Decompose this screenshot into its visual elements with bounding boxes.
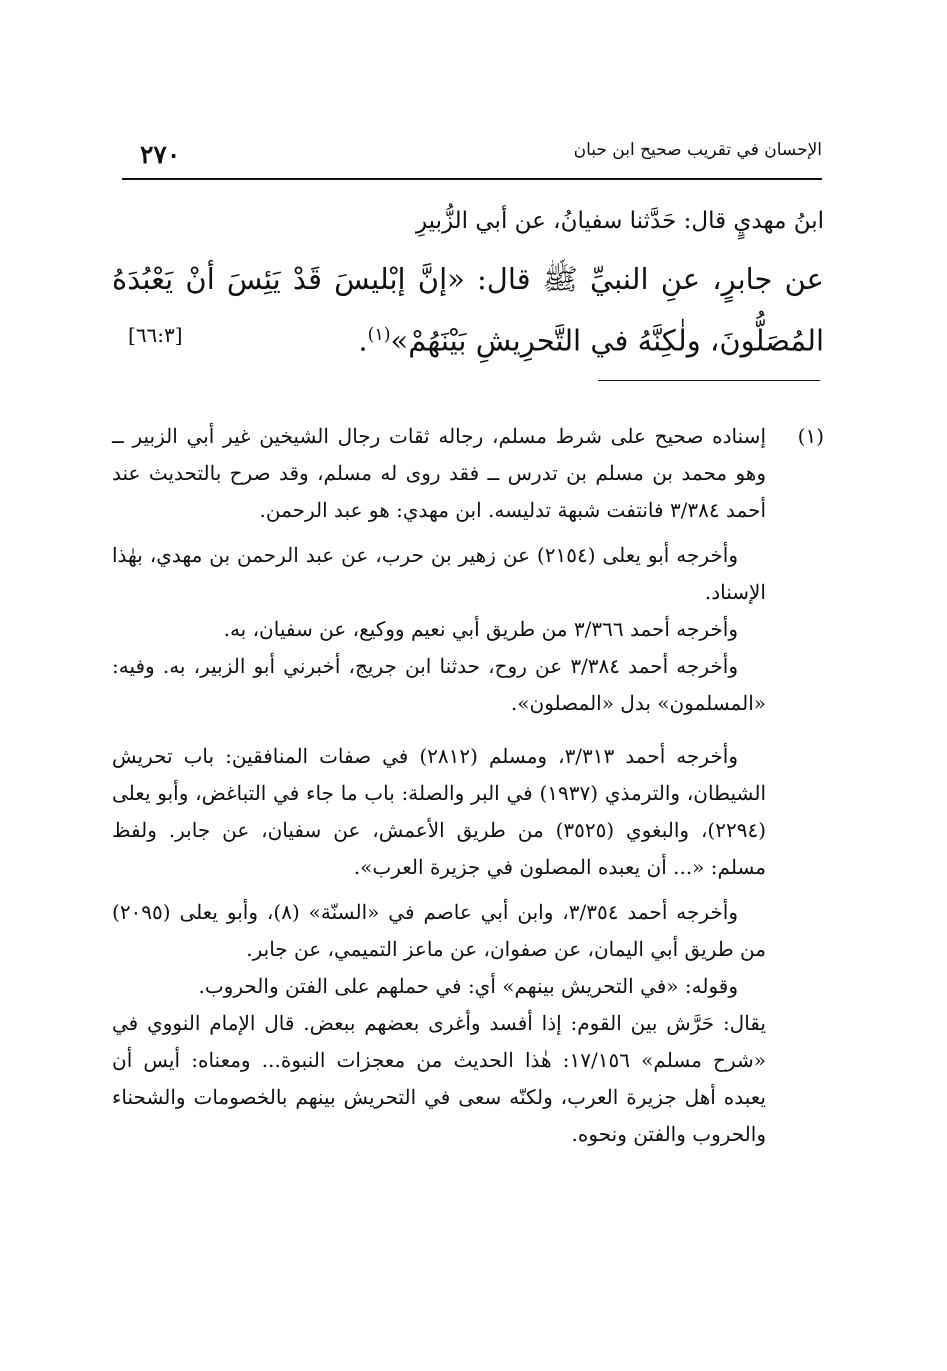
hadith-reference: [٦٦:٣] [128,323,183,347]
footnote-separator [598,380,820,381]
running-title: الإحسان في تقريب صحيح ابن حبان [573,140,822,160]
footnote-paragraph: يقال: حَرَّش بين القوم: إذا أفسد وأغرى بعضهم ببعض. قال الإمام النووي في «شرح مسلم» ١٧/١٥٦: هٰذا الحديث من معجزات النبوة... ومعناه: أيس أن يعبده أهل جزيرة العرب، ولكنّه سعى في التحريش بينهم بالخصومات والشحناء والحروب والفتن ونحوه. [112,1011,766,1146]
footnote-paragraph: وقوله: «في التحريش بينهم» أي: في حملهم على الفتن والحروب. [198,974,738,998]
footnote-ref: (١) [367,325,391,345]
footnote-paragraph: وأخرجه أحمد ٣/٣٥٤، وابن أبي عاصم في «السنّة» (٨)، وأبو يعلى (٢٠٩٥) من طريق أبي اليمان، عن صفوان، عن ماعز التميمي، عن جابر. [112,900,766,961]
footnote-paragraph: إسناده صحيح على شرط مسلم، رجاله ثقات رجال الشيخين غير أبي الزبير ــ وهو محمد بن مسلم بن تدرس ــ فقد روى له مسلم، وقد صرح بالتحديث عند أحمد ٣/٣٨٤ فانتفت شبهة تدليسه. ابن مهدي: هو عبد الرحمن. [112,424,766,522]
footnote-paragraph: وأخرجه أبو يعلى (٢١٥٤) عن زهير بن حرب، عن عبد الرحمن بن مهدي، بهٰذا الإسناد. [112,543,766,604]
hadith-line-2 [112,310,824,360]
page-header [122,132,822,178]
chain-line: ابنُ مهديٍ قال: حَدَّثنا سفيانُ، عن أبي الزُّبيرِ [415,208,824,234]
footnote-paragraph: وأخرجه أحمد ٣/٣١٣، ومسلم (٢٨١٢) في صفات المنافقين: باب تحريش الشيطان، والترمذي (١٩٣٧) في البر والصلة: باب ما جاء في التباغض، وأبو يعلى (٢٢٩٤)، والبغوي (٣٥٢٥) من طريق الأعمش، عن سفيان، عن جابر. ولفظ مسلم: «... أن يعبده المصلون في جزيرة العرب». [112,744,766,879]
header-rule [122,178,822,180]
footnote-paragraph: وأخرجه أحمد ٣/٣٨٤ عن روح، حدثنا ابن جريج، أخبرني أبو الزبير، به. وفيه: «المسلمون» بدل «المصلون». [112,654,766,715]
footnotes [112,418,824,1153]
hadith-text [112,200,824,360]
footnote-marker: (١) [797,424,824,448]
page-number: ٢٧٠ [140,140,181,169]
footnote-body [112,418,766,1153]
hadith-line-1: عن جابرٍ، عنِ النبيِّ ﷺ قال: «إنَّ إبْليسَ قَدْ يَئِسَ أنْ يَعْبُدَهُ [112,262,824,296]
footnote-paragraph: وأخرجه أحمد ٣/٣٦٦ من طريق أبي نعيم ووكيع، عن سفيان، به. [223,617,738,641]
hadith-line-2-text: المُصَلُّونَ، ولٰكِنَّهُ في التَّحرِيشِ بَيْنَهُمْ» [390,323,824,358]
hadith-line-2-end: . [358,323,368,358]
